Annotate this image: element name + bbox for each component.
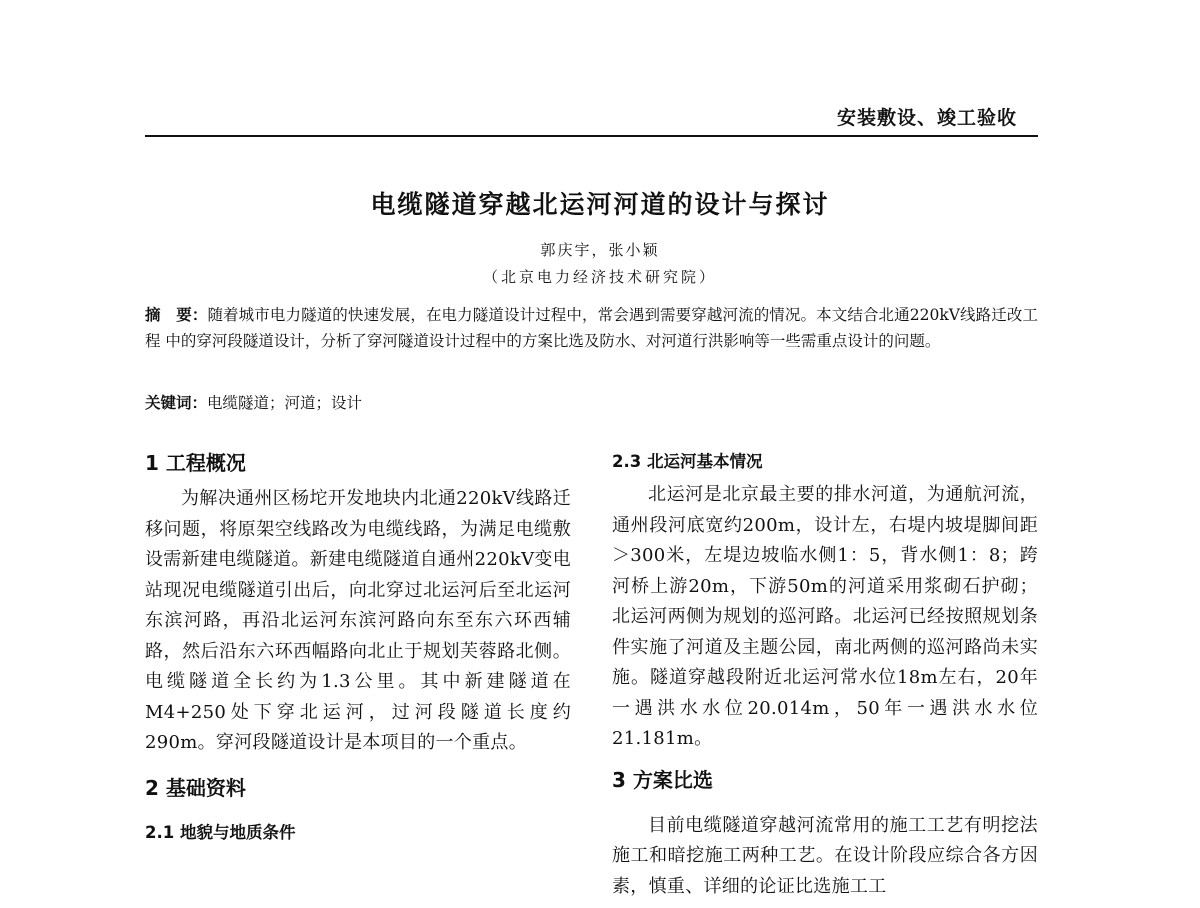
article-affiliation: （北京电力经济技术研究院）	[482, 268, 717, 286]
abstract-text: 随着城市电力隧道的快速发展，在电力隧道设计过程中，常会遇到需要穿越河流的情况。本文结合北通220kV线路迁改工程 中的穿河段隧道设计，分析了穿河隧道设计过程中的方案比选及防水、对河道行洪影响等一些需重点设计的问题。	[145, 306, 1038, 350]
keywords	[145, 392, 362, 414]
header-rule	[145, 135, 1038, 137]
section-1-heading: 1 工程概况	[145, 451, 246, 475]
section-2-heading: 2 基础资料	[145, 775, 246, 800]
section-2-1-heading: 2.1 地貌与地质条件	[145, 822, 296, 842]
section-2-3-text: 北运河是北京最主要的排水河道，为通航河流，通州段河底宽约200m，设计左，右堤内坡堤脚间距＞300米，左堤边坡临水侧1：5，背水侧1：8；跨河桥上游20m，下游50m的河道采用浆砌石护砌；北运河两侧为规划的巡河路。北运河已经按照规划条件实施了河道及主题公园，南北两侧的巡河路尚未实施。隧道穿越段附近北运河常水位18m左右，20年一遇洪水水位20.014m，50年一遇洪水水位21.181m。	[612, 484, 1038, 749]
keywords-label: 关键词：	[145, 394, 208, 412]
abstract-label: 摘 要：	[145, 306, 208, 324]
article-title: 电缆隧道穿越北运河河道的设计与探讨	[370, 190, 830, 219]
section-3-heading: 3 方案比选	[612, 767, 713, 792]
section-label: 安装敷设、竣工验收	[836, 107, 1017, 129]
section-2-3-heading: 2.3 北运河基本情况	[612, 452, 763, 471]
right-column	[612, 448, 1038, 902]
left-column	[145, 448, 571, 851]
section-1-text: 为解决通州区杨坨开发地块内北通220kV线路迁移问题，将原架空线路改为电缆线路，为满足电缆敷设需新建电缆隧道。新建电缆隧道自通州220kV变电站现况电缆隧道引出后，向北穿过北运河后至北运河东滨河路，再沿北运河东滨河路向东至东六环西辅路，然后沿东六环西幅路向北止于规划芙蓉路北侧。电缆隧道全长约为1.3公里。其中新建隧道在M4+250处下穿北运河，过河段隧道长度约290m。穿河段隧道设计是本项目的一个重点。	[145, 488, 571, 753]
section-3-text: 目前电缆隧道穿越河流常用的施工工艺有明挖法施工和暗挖施工两种工艺。在设计阶段应综合各方因素，慎重、详细的论证比选施工工	[612, 814, 1038, 897]
article-authors: 郭庆宇，张小颖	[540, 241, 660, 259]
keywords-text: 电缆隧道；河道；设计	[207, 394, 363, 412]
abstract	[145, 302, 1038, 354]
